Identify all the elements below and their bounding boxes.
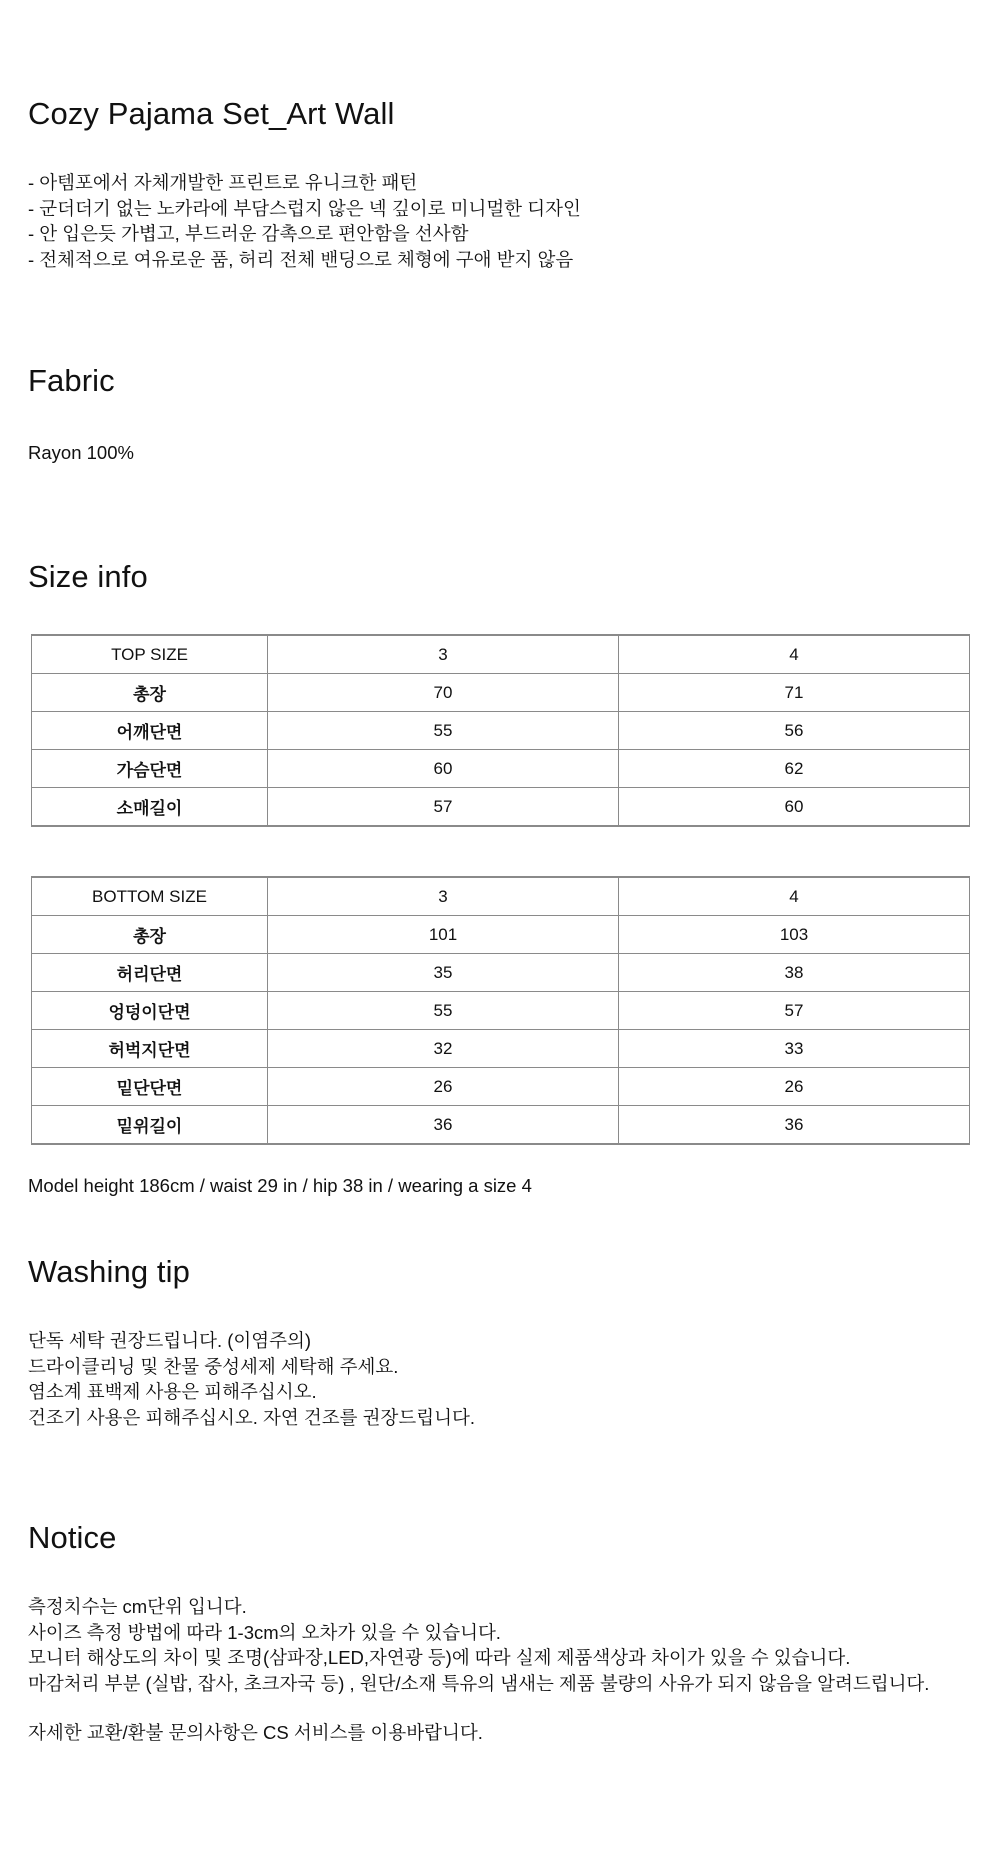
measurement-label: 총장 — [32, 674, 268, 712]
table-row — [32, 674, 970, 712]
table-header-cell: 4 — [619, 877, 970, 916]
measurement-label: 총장 — [32, 916, 268, 954]
bottom-size-table — [31, 876, 970, 1145]
table-row — [32, 1030, 970, 1068]
table-cell: 38 — [619, 954, 970, 992]
notice-line: 모니터 해상도의 차이 및 조명(삼파장,LED,자연광 등)에 따라 실제 제품색상과 차이가 있을 수 있습니다. — [28, 1647, 851, 1668]
feature-list — [28, 170, 581, 272]
notice-line: 사이즈 측정 방법에 따라 1-3cm의 오차가 있을 수 있습니다. — [28, 1621, 501, 1643]
model-note: Model height 186cm / waist 29 in / hip 38 in / wearing a size 4 — [28, 1175, 532, 1196]
table-header-cell: 3 — [268, 635, 619, 674]
table-row — [32, 992, 970, 1030]
table-cell: 55 — [268, 712, 619, 750]
measurement-label: 밑위길이 — [32, 1106, 268, 1145]
table-header-cell: BOTTOM SIZE — [32, 877, 268, 916]
measurement-label: 어깨단면 — [32, 712, 268, 750]
washing-line: 건조기 사용은 피해주십시오. 자연 건조를 권장드립니다. — [28, 1406, 476, 1428]
table-row — [32, 916, 970, 954]
feature-item: - 아템포에서 자체개발한 프린트로 유니크한 패턴 — [28, 172, 418, 193]
table-cell: 56 — [619, 712, 970, 750]
fabric-heading: Fabric — [28, 363, 115, 398]
table-header-row — [32, 635, 970, 674]
notice-list — [28, 1594, 929, 1696]
table-cell: 71 — [619, 674, 970, 712]
feature-item: - 전체적으로 여유로운 품, 허리 전체 밴딩으로 체형에 구애 받지 않음 — [28, 248, 574, 270]
table-cell: 26 — [619, 1068, 970, 1106]
feature-item: - 군더더기 없는 노카라에 부담스럽지 않은 넥 깊이로 미니멀한 디자인 — [28, 197, 581, 219]
washing-line: 단독 세탁 권장드립니다. (이염주의) — [28, 1330, 312, 1351]
product-title: Cozy Pajama Set_Art Wall — [28, 96, 395, 131]
table-cell: 62 — [619, 750, 970, 788]
table-cell: 26 — [268, 1068, 619, 1106]
top-size-table — [31, 634, 970, 827]
washing-heading: Washing tip — [28, 1254, 190, 1289]
measurement-label: 허벅지단면 — [32, 1030, 268, 1068]
size-info-heading: Size info — [28, 559, 148, 594]
table-cell: 101 — [268, 916, 619, 954]
notice-line: 마감처리 부분 (실밥, 잡사, 초크자국 등) , 원단/소재 특유의 냄새는 제품 불량의 사유가 되지 않음을 알려드립니다. — [28, 1672, 930, 1694]
measurement-label: 소매길이 — [32, 788, 268, 827]
table-cell: 55 — [268, 992, 619, 1030]
washing-line: 드라이클리닝 및 찬물 중성세제 세탁해 주세요. — [28, 1355, 399, 1377]
table-cell: 60 — [619, 788, 970, 827]
table-row — [32, 1106, 970, 1145]
table-header-cell: 4 — [619, 635, 970, 674]
table-cell: 35 — [268, 954, 619, 992]
table-row — [32, 712, 970, 750]
notice-line: 측정치수는 cm단위 입니다. — [28, 1596, 247, 1617]
table-cell: 70 — [268, 674, 619, 712]
measurement-label: 허리단면 — [32, 954, 268, 992]
table-cell: 57 — [619, 992, 970, 1030]
table-cell: 103 — [619, 916, 970, 954]
feature-item: - 안 입은듯 가볍고, 부드러운 감촉으로 편안함을 선사함 — [28, 223, 469, 244]
table-header-cell: 3 — [268, 877, 619, 916]
measurement-label: 엉덩이단면 — [32, 992, 268, 1030]
table-row — [32, 1068, 970, 1106]
cs-notice: 자세한 교환/환불 문의사항은 CS 서비스를 이용바랍니다. — [28, 1722, 483, 1743]
measurement-label: 밑단단면 — [32, 1068, 268, 1106]
table-cell: 32 — [268, 1030, 619, 1068]
table-cell: 33 — [619, 1030, 970, 1068]
washing-line: 염소계 표백제 사용은 피해주십시오. — [28, 1381, 317, 1402]
table-row — [32, 788, 970, 827]
fabric-value: Rayon 100% — [28, 442, 134, 463]
washing-list — [28, 1328, 475, 1430]
notice-heading: Notice — [28, 1520, 117, 1555]
table-row — [32, 954, 970, 992]
measurement-label: 가슴단면 — [32, 750, 268, 788]
table-header-cell: TOP SIZE — [32, 635, 268, 674]
table-cell: 36 — [268, 1106, 619, 1145]
table-header-row — [32, 877, 970, 916]
table-cell: 36 — [619, 1106, 970, 1145]
table-cell: 60 — [268, 750, 619, 788]
table-cell: 57 — [268, 788, 619, 827]
table-row — [32, 750, 970, 788]
